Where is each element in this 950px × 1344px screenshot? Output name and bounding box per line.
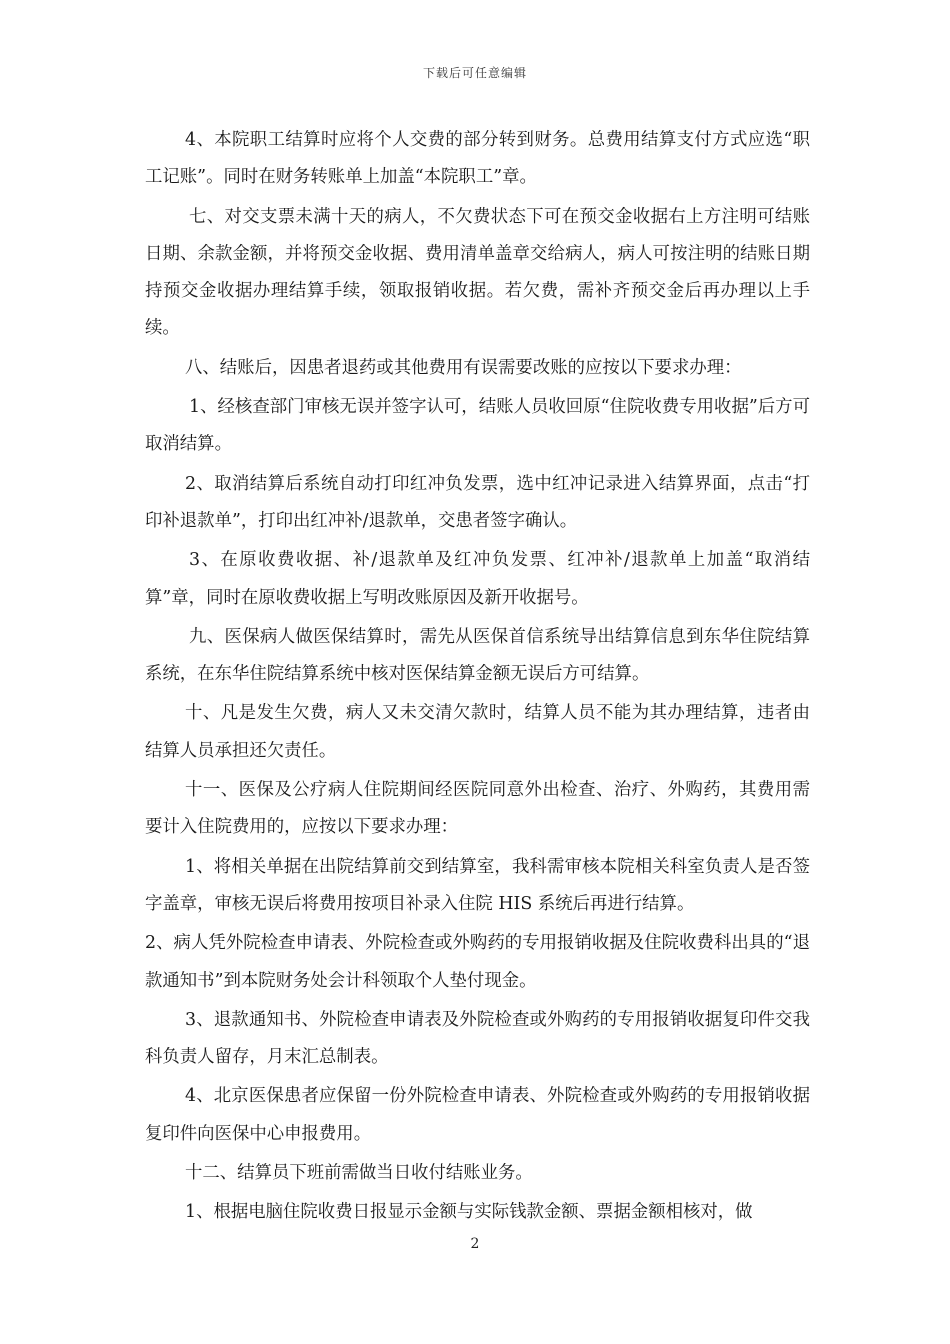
paragraph-section-11: 十一、医保及公疗病人住院期间经医院同意外出检查、治疗、外购药，其费用需要计入住院费用的，应按以下要求办理： (145, 780, 810, 838)
paragraph-section-11-item-3: 3、退款通知书、外院检查申请表及外院检查或外购药的专用报销收据复印件交我科负责人留存，月末汇总制表。 (145, 1009, 810, 1068)
paragraph-section-10: 十、凡是发生欠费，病人又未交清欠款时，结算人员不能为其办理结算，违者由结算人员承担还欠责任。 (145, 703, 810, 761)
header-note: 下载后可任意编辑 (422, 66, 527, 80)
paragraph-section-8: 八、结账后，因患者退药或其他费用有误需要改账的应按以下要求办理： (185, 357, 742, 378)
paragraph-staff-settlement: 4、本院职工结算时应将个人交费的部分转到财务。总费用结算支付方式应选“职工记账”。同时在财务转账单上加盖“本院职工”章。 (145, 130, 810, 188)
paragraph-section-11-item-1: 1、将相关单据在出院结算前交到结算室，我科需审核本院相关科室负责人是否签字盖章，审核无误后将费用按项目补录入住院 HIS 系统后再进行结算。 (145, 856, 810, 914)
paragraph-section-11-item-2: 2、病人凭外院检查申请表、外院检查或外购药的专用报销收据及住院收费科出具的“退款通知书”到本院财务处会计科领取个人垫付现金。 (145, 933, 810, 991)
paragraph-section-11-item-4: 4、北京医保患者应保留一份外院检查申请表、外院检查或外购药的专用报销收据复印件向医保中心申报费用。 (145, 1086, 810, 1144)
paragraph-section-9: 九、医保病人做医保结算时，需先从医保首信系统导出结算信息到东华住院结算系统，在东华住院结算系统中核对医保结算金额无误后方可结算。 (145, 626, 810, 685)
paragraph-section-12-item-1: 1、根据电脑住院收费日报显示金额与实际钱款金额、票据金额相核对，做 (185, 1202, 753, 1223)
document-body (145, 122, 810, 1234)
page-number: 2 (470, 1236, 480, 1252)
paragraph-section-7: 七、对交支票未满十天的病人，不欠费状态下可在预交金收据右上方注明可结账日期、余款金额，并将预交金收据、费用清单盖章交给病人，病人可按注明的结账日期持预交金收据办理结算手续，领取报销收据。若欠费，需补齐预交金后再办理以上手续。 (145, 206, 810, 339)
paragraph-section-12: 十二、结算员下班前需做当日收付结账业务。 (185, 1163, 533, 1184)
paragraph-section-8-item-3: 3、在原收费收据、补/退款单及红冲负发票、红冲补/退款单上加盖“取消结算”章，同时在原收费收据上写明改账原因及新开收据号。 (145, 550, 810, 608)
paragraph-section-8-item-1: 1、经核查部门审核无误并签字认可，结账人员收回原“住院收费专用收据”后方可取消结算。 (145, 397, 810, 455)
paragraph-section-8-item-2: 2、取消结算后系统自动打印红冲负发票，选中红冲记录进入结算界面，点击“打印补退款单”，打印出红冲补/退款单，交患者签字确认。 (145, 473, 810, 531)
